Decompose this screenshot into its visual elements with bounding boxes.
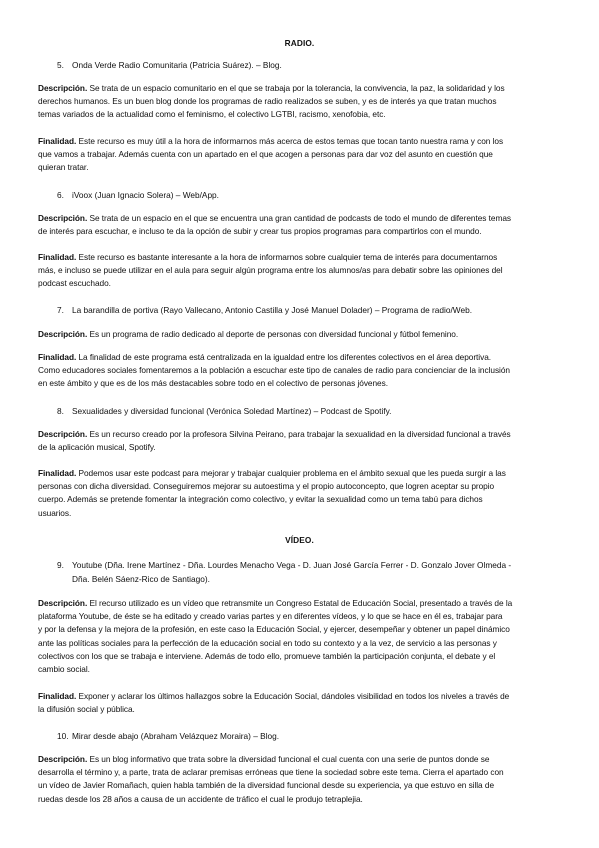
item-5-description [38, 82, 561, 122]
text-line: cambio social. [38, 664, 90, 675]
item-9-description [38, 597, 561, 676]
description-label: Descripción. [38, 754, 88, 764]
text-line: Es un recurso creado por la profesora Silvina Peirano, para trabajar la sexualidad en la diversidad funcional a través [87, 429, 511, 439]
item-title-continued: Dña. Belén Sáenz-Rico de Santiago). [72, 573, 210, 584]
text-line: más, e incluso se puede utilizar en el aula para seguir algún programa entre los alumnos/as para debatir sobre las opiniones del [38, 265, 503, 276]
description-label: Descripción. [38, 598, 88, 608]
list-item-7-title [57, 304, 557, 316]
text-line: en este ámbito y que es de los más destacables sobre todo en el colectivo de personas jóvenes. [38, 378, 388, 389]
text-line: quieran tratar. [38, 162, 89, 173]
description-label: Descripción. [38, 213, 88, 223]
item-7-finalidad [38, 351, 561, 391]
text-line: que vamos a trabajar. Además cuenta con un apartado en el que acogen a personas para dar voz del asunto en cuestión que [38, 149, 493, 160]
finalidad-label: Finalidad. [38, 252, 77, 262]
text-line: Como educadores sociales fomentaremos a la población a escuchar este tipo de canales de radio para concienciar de la inclusión [38, 365, 510, 376]
text-line: un vídeo de Javier Romañach, quien habla también de la diversidad funcional desde su experiencia, ya que estuvo en silla de [38, 780, 495, 791]
text-line: Se trata de un espacio en el que se encuentra una gran cantidad de podcasts de todo el mundo de diferentes temas [87, 213, 511, 223]
item-number: 5. [57, 60, 64, 70]
text-line: la difusión social y pública. [38, 704, 135, 715]
list-item-6-title [57, 189, 557, 201]
item-9-finalidad [38, 690, 561, 716]
text-line: desarrolla el término y, a parte, trata de aclarar premisas erróneas que tiene la sociedad sobre este tema. Cierra el apartado con [38, 767, 504, 778]
list-item-9-title [57, 559, 557, 586]
item-title: iVoox (Juan Ignacio Solera) – Web/App. [72, 190, 219, 200]
list-item-10-title [57, 730, 557, 742]
item-8-description [38, 428, 561, 454]
text-line: La finalidad de este programa está centralizada en la igualdad entre los diferentes colectivos en el área deportiva. [76, 352, 492, 362]
text-line: Este recurso es bastante interesante a la hora de informarnos sobre cualquier tema de interés para documentarnos [76, 252, 498, 262]
list-item-5-title [57, 59, 557, 71]
text-line: temas variados de la actualidad como el feminismo, el colectivo LGTBI, racismo, xenofobia, etc. [38, 109, 386, 120]
item-title: Onda Verde Radio Comunitaria (Patricia Suárez). – Blog. [72, 60, 282, 70]
text-line: derechos humanos. Es un buen blog donde los programas de radio realizados se suben, y es de interés ya que tratan muchos [38, 96, 497, 107]
text-line: personas con dicha diversidad. Conseguiremos mejorar su autoestima y el propio autoconcepto, que logren aceptar su propio [38, 481, 495, 492]
item-title: Mirar desde abajo (Abraham Velázquez Moraira) – Blog. [72, 731, 280, 741]
item-number: 10. [57, 731, 69, 741]
section-title-radio: RADIO. [284, 38, 315, 48]
text-line: Es un programa de radio dedicado al deporte de personas con diversidad funcional y fútbol femenino. [87, 329, 459, 339]
item-title: Youtube (Dña. Irene Martínez - Dña. Lourdes Menacho Vega - D. Juan José García Ferrer - D. Gonzalo Jover Olmeda - [72, 560, 512, 570]
finalidad-label: Finalidad. [38, 691, 77, 701]
item-5-finalidad [38, 135, 561, 175]
item-6-description [38, 212, 561, 238]
description-label: Descripción. [38, 83, 88, 93]
text-line: podcast escuchado. [38, 278, 111, 289]
text-line: ruedas desde los 28 años a causa de un accidente de tráfico el cual le produjo tetraplejia. [38, 793, 363, 804]
text-line: Este recurso es muy útil a la hora de informarnos más acerca de estos temas que tocan tanto nuestra rama y con los [76, 136, 504, 146]
item-title: Sexualidades y diversidad funcional (Verónica Soledad Martínez) – Podcast de Spotify. [72, 406, 392, 416]
item-8-finalidad [38, 467, 561, 520]
text-line: El recurso utilizado es un vídeo que retransmite un Congreso Estatal de Educación Social, presentado a través de la [87, 598, 513, 608]
text-line: plataforma Youtube, de éste se ha editado y creado varias partes y en diferentes vídeos, y lo que se hace en él es, trabajar para [38, 611, 503, 622]
text-line: Podemos usar este podcast para mejorar y trabajar cualquier problema en el ámbito sexual que les pueda surgir a las [76, 468, 506, 478]
finalidad-label: Finalidad. [38, 352, 77, 362]
section-title-video: VÍDEO. [285, 535, 314, 545]
finalidad-label: Finalidad. [38, 468, 77, 478]
item-number: 9. [57, 560, 64, 570]
item-6-finalidad [38, 251, 561, 291]
text-line: de la aplicación musical, Spotify. [38, 442, 156, 453]
text-line: Exponer y aclarar los últimos hallazgos sobre la Educación Social, dándoles visibilidad en todos los niveles a través de [76, 691, 510, 701]
text-line: colectivos con los que se trabaja e interviene. Además de todo ello, promueve también la participación conjunta, el debate y el [38, 650, 496, 661]
text-line: Es un blog informativo que trata sobre la diversidad funcional el cual cuenta con una serie de puntos donde se [87, 754, 490, 764]
description-label: Descripción. [38, 329, 88, 339]
text-line: cuerpo. Además se pretende fomentar la integración como colectivo, y evitar la sexualidad como un tema tabú para dichos [38, 494, 483, 505]
item-10-description [38, 753, 561, 806]
text-line: y por la defensa y la mejora de la profesión, en este caso la Educación Social, y ejercer, desempeñar y obtener un papel dinámico [38, 624, 510, 635]
item-7-description [38, 328, 561, 341]
finalidad-label: Finalidad. [38, 136, 77, 146]
item-number: 6. [57, 190, 64, 200]
text-line: de interés para escuchar, e incluso te da la opción de subir y crear tus propios programas para compartirlos con el mundo. [38, 226, 482, 237]
description-label: Descripción. [38, 429, 88, 439]
list-item-8-title [57, 405, 557, 417]
text-line: ante las políticas sociales para la perfección de la educación social en todo su contexto y a la vez, de servicio a las personas y [38, 637, 497, 648]
text-line: Se trata de un espacio comunitario en el que se trabaja por la tolerancia, la convivencia, la paz, la solidaridad y los [87, 83, 505, 93]
item-number: 7. [57, 305, 64, 315]
item-number: 8. [57, 406, 64, 416]
item-title: La barandilla de portiva (Rayo Vallecano, Antonio Castilla y José Manuel Dolader) – Programa de radio/Web. [72, 305, 473, 315]
text-line: usuarios. [38, 507, 72, 518]
